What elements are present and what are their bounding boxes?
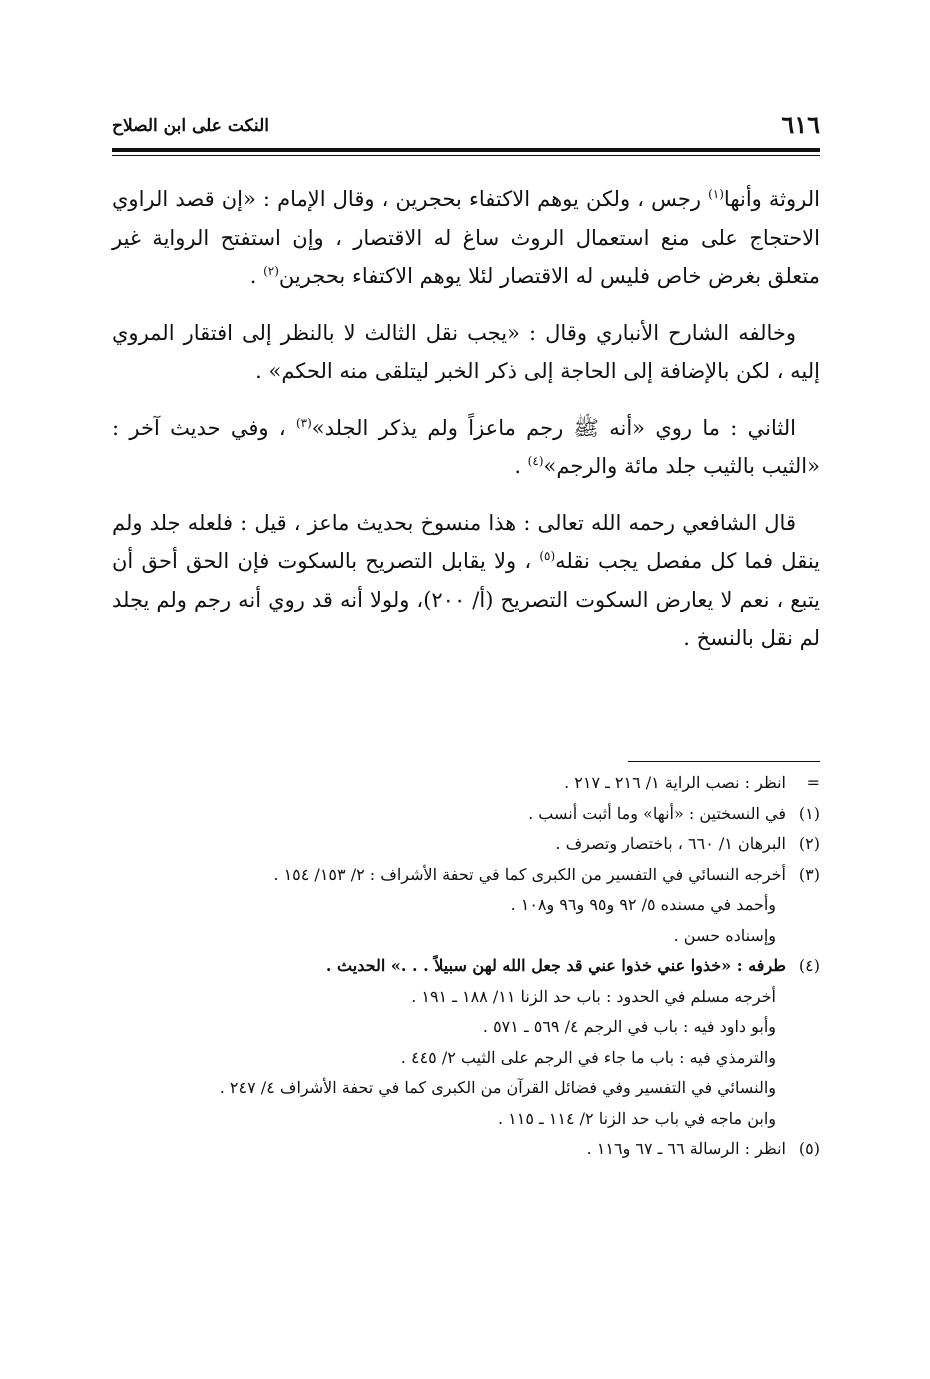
page-header [112,106,820,146]
page-number: ٦١٦ [781,110,820,139]
paragraph-text: وخالفه الشارح الأنباري وقال : «يجب نقل الثالث لا بالنظر إلى افتقار المروي إليه ، لكن بالإضافة إلى الحاجة إلى ذكر الخبر ليتلقى منه الحكم» . [112,320,820,383]
footnote-reference: (٢) [263,264,279,278]
footnote-marker: (٥) [798,1139,820,1158]
footnote-text: البرهان ١/ ٦٦٠ ، باختصار وتصرف . [555,834,786,853]
paragraph-text: الروثة وأنها [723,187,820,211]
footnote-item [112,951,820,982]
footnote-text: انظر : نصب الراية ١/ ٢١٦ ـ ٢١٧ . [564,773,786,792]
footnote-reference: (٥) [539,549,556,563]
paragraph-text: قال الشافعي رحمه الله تعالى : هذا منسوخ بحديث ماعز ، قيل : فلعله جلد ولم ينقل فما كل مفصل يجب نقله [112,510,820,573]
header-rule-thick [112,148,820,152]
footnote-text: طرفه : «خذوا عني خذوا عني قد جعل الله لهن سبيلاً . . .» الحديث . [325,956,786,975]
body-paragraph [112,504,820,658]
footnote-separator [628,761,820,762]
header-rule-thin [112,155,820,156]
footnote-marker: (٣) [798,864,820,884]
footnote-marker: (٢) [798,834,820,853]
footnotes [112,768,820,1165]
footnote-text: في النسختين : «أنها» وما أثبت أنسب . [528,803,786,823]
footnote-reference: (٣) [295,415,312,430]
paragraph-text: رجس ، ولكن يوهم الاكتفاء بحجرين ، وقال الإمام : «إن قصد الراوي الاحتجاج على منع استعمال الروث ساغ له الاقتصار ، وإن استفتح الرواية غير متعلق بغرض خاص فليس له الاقتصار لئلا يوهم الاكتفاء بحجرين [112,187,820,288]
footnote-text: أخرجه النسائي في التفسير من الكبرى كما في تحفة الأشراف : ٢/ ١٥٣/ ١٥٤ . [273,864,786,884]
footnote-continuation: وإسناده حسن . [673,925,776,945]
footnote-item [112,1134,820,1165]
footnote-reference: (٤) [527,454,544,468]
footnote-continuation: وابن ماجه في باب حد الزنا ٢/ ١١٤ ـ ١١٥ . [497,1108,776,1128]
footnote-marker: (١) [798,803,820,823]
footnote-item [112,860,820,891]
paragraph-text: ، وفي حديث آخر : «الثيب بالثيب جلد مائة والرجم» [112,415,820,478]
running-title: النكت على ابن الصلاح [112,116,269,136]
footnote-continuation: والنسائي في التفسير وفي فضائل القرآن من الكبرى كما في تحفة الأشراف ٤/ ٢٤٧ . [219,1078,776,1097]
paragraph-text: الثاني : ما روي «أنه ﷺ رجم ماعزاً ولم يذكر الجلد» [311,415,796,440]
body-paragraph [112,180,820,296]
footnote-text: انظر : الرسالة ٦٦ ـ ٦٧ و١١٦ . [586,1139,786,1158]
paragraph-text: ، ولا يقابل التصريح بالسكوت فإن الحق أحق أن يتبع ، نعم لا يعارض السكوت التصريح (أ/ ٢٠٠)، ولولا أنه قد روي أنه رجم ولم يجلد لم نقل بالنسخ . [112,549,820,650]
footnote-item [112,799,820,830]
footnote-continuation: والترمذي فيه : باب ما جاء في الرجم على الثيب ٢/ ٤٤٥ . [400,1047,776,1067]
footnote-continuation: أخرجه مسلم في الحدود : باب حد الزنا ١١/ ١٨٨ ـ ١٩١ . [411,986,776,1006]
footnote-continuation: وأحمد في مسنده ٥/ ٩٢ و٩٥ و٩٦ و١٠٨ . [510,895,776,914]
footnote-reference: (١) [708,187,724,201]
footnote-item [112,829,820,860]
paragraph-text: . [249,264,264,288]
body-paragraph [112,409,820,486]
paragraph-text: . [514,454,528,478]
body-text [112,180,820,676]
footnote-continuation: وأبو داود فيه : باب في الرجم ٤/ ٥٦٩ ـ ٥٧١ . [482,1017,776,1036]
footnote-item [112,768,820,799]
body-paragraph [112,314,820,391]
footnote-marker: (٤) [798,956,820,975]
footnote-marker: = [806,773,820,792]
